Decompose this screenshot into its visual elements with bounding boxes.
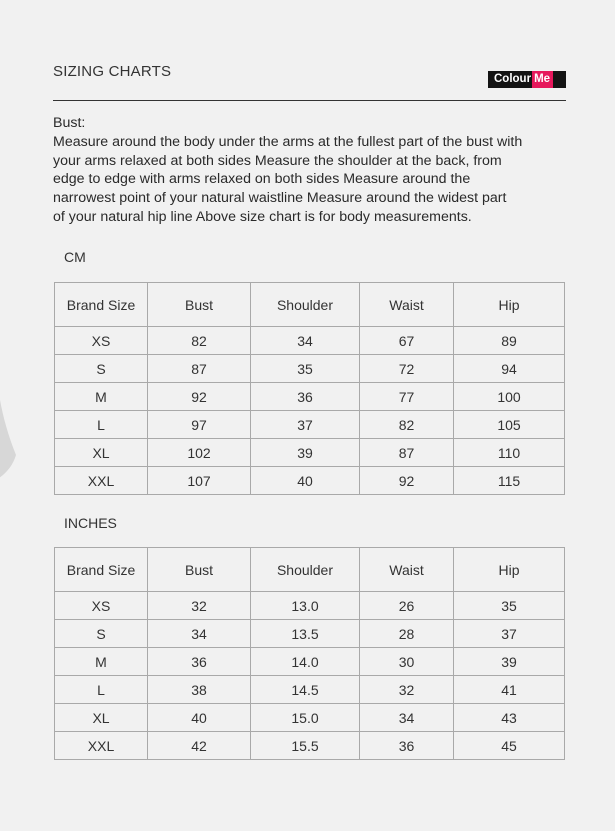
table-cell: 82 bbox=[148, 327, 251, 355]
table-cell: 40 bbox=[148, 704, 251, 732]
table-cell: 30 bbox=[360, 648, 454, 676]
table-cell: 115 bbox=[454, 467, 565, 495]
table-cell: 100 bbox=[454, 383, 565, 411]
table-row bbox=[55, 620, 565, 648]
table-row bbox=[55, 411, 565, 439]
table-cell: 26 bbox=[360, 592, 454, 620]
table-cell: 15.5 bbox=[251, 732, 360, 760]
table-row bbox=[55, 383, 565, 411]
logo-text-colour: Colour bbox=[494, 73, 532, 85]
column-header: Hip bbox=[454, 548, 565, 592]
table-cell: 34 bbox=[251, 327, 360, 355]
cm-label: CM bbox=[64, 249, 86, 265]
table-cell: L bbox=[55, 676, 148, 704]
measurement-description bbox=[53, 114, 583, 227]
column-header: Bust bbox=[148, 283, 251, 327]
inches-size-table bbox=[54, 547, 565, 760]
table-header-row bbox=[55, 548, 565, 592]
table-row bbox=[55, 704, 565, 732]
page-title: SIZING CHARTS bbox=[53, 63, 172, 80]
table-cell: XS bbox=[55, 592, 148, 620]
column-header: Shoulder bbox=[251, 548, 360, 592]
table-row bbox=[55, 467, 565, 495]
table-cell: 36 bbox=[148, 648, 251, 676]
table-cell: 87 bbox=[148, 355, 251, 383]
table-row bbox=[55, 439, 565, 467]
table-row bbox=[55, 732, 565, 760]
column-header: Brand Size bbox=[55, 548, 148, 592]
table-cell: 41 bbox=[454, 676, 565, 704]
table-header-row bbox=[55, 283, 565, 327]
description-line: Bust: bbox=[53, 115, 86, 131]
table-cell: 35 bbox=[454, 592, 565, 620]
table-cell: 32 bbox=[360, 676, 454, 704]
table-cell: 37 bbox=[454, 620, 565, 648]
description-line: edge to edge with arms relaxed on both sides Measure around the bbox=[53, 171, 471, 188]
table-row bbox=[55, 592, 565, 620]
description-line: of your natural hip line Above size chart is for body measurements. bbox=[53, 208, 472, 225]
table-cell: M bbox=[55, 383, 148, 411]
table-cell: 87 bbox=[360, 439, 454, 467]
table-row bbox=[55, 355, 565, 383]
table-cell: XL bbox=[55, 439, 148, 467]
cm-size-table bbox=[54, 282, 565, 495]
column-header: Waist bbox=[360, 283, 454, 327]
column-header: Brand Size bbox=[55, 283, 148, 327]
table-cell: 14.0 bbox=[251, 648, 360, 676]
table-row bbox=[55, 676, 565, 704]
table-cell: S bbox=[55, 620, 148, 648]
description-line: narrowest point of your natural waistline Measure around the widest part bbox=[53, 190, 507, 207]
table-cell: 94 bbox=[454, 355, 565, 383]
table-cell: 34 bbox=[148, 620, 251, 648]
table-cell: XL bbox=[55, 704, 148, 732]
column-header: Waist bbox=[360, 548, 454, 592]
table-cell: 28 bbox=[360, 620, 454, 648]
table-cell: 42 bbox=[148, 732, 251, 760]
table-cell: M bbox=[55, 648, 148, 676]
table-cell: 102 bbox=[148, 439, 251, 467]
table-cell: 13.5 bbox=[251, 620, 360, 648]
table-cell: 72 bbox=[360, 355, 454, 383]
table-cell: XS bbox=[55, 327, 148, 355]
description-line: Measure around the body under the arms at the fullest part of the bust with bbox=[53, 133, 523, 150]
table-cell: 105 bbox=[454, 411, 565, 439]
table-cell: 39 bbox=[454, 648, 565, 676]
table-cell: 67 bbox=[360, 327, 454, 355]
table-cell: L bbox=[55, 411, 148, 439]
table-cell: 82 bbox=[360, 411, 454, 439]
column-header: Hip bbox=[454, 283, 565, 327]
table-cell: 110 bbox=[454, 439, 565, 467]
table-cell: 107 bbox=[148, 467, 251, 495]
table-cell: S bbox=[55, 355, 148, 383]
table-cell: 32 bbox=[148, 592, 251, 620]
table-cell: 14.5 bbox=[251, 676, 360, 704]
column-header: Bust bbox=[148, 548, 251, 592]
table-cell: 38 bbox=[148, 676, 251, 704]
description-line: your arms relaxed at both sides Measure the shoulder at the back, from bbox=[53, 152, 502, 169]
brand-logo bbox=[488, 71, 566, 88]
table-cell: 45 bbox=[454, 732, 565, 760]
table-cell: 15.0 bbox=[251, 704, 360, 732]
table-cell: 92 bbox=[148, 383, 251, 411]
table-row bbox=[55, 648, 565, 676]
header-divider bbox=[53, 100, 566, 101]
table-cell: 92 bbox=[360, 467, 454, 495]
table-cell: 40 bbox=[251, 467, 360, 495]
table-cell: 39 bbox=[251, 439, 360, 467]
table-cell: 97 bbox=[148, 411, 251, 439]
table-cell: 35 bbox=[251, 355, 360, 383]
column-header: Shoulder bbox=[251, 283, 360, 327]
inches-label: INCHES bbox=[64, 515, 117, 531]
table-cell: 37 bbox=[251, 411, 360, 439]
table-cell: 89 bbox=[454, 327, 565, 355]
table-row bbox=[55, 327, 565, 355]
mannequin-silhouette bbox=[0, 160, 25, 490]
table-cell: 43 bbox=[454, 704, 565, 732]
table-cell: XXL bbox=[55, 467, 148, 495]
table-cell: 36 bbox=[251, 383, 360, 411]
table-cell: 34 bbox=[360, 704, 454, 732]
table-cell: 13.0 bbox=[251, 592, 360, 620]
logo-text-me: Me bbox=[532, 71, 553, 88]
table-cell: XXL bbox=[55, 732, 148, 760]
table-cell: 36 bbox=[360, 732, 454, 760]
table-cell: 77 bbox=[360, 383, 454, 411]
